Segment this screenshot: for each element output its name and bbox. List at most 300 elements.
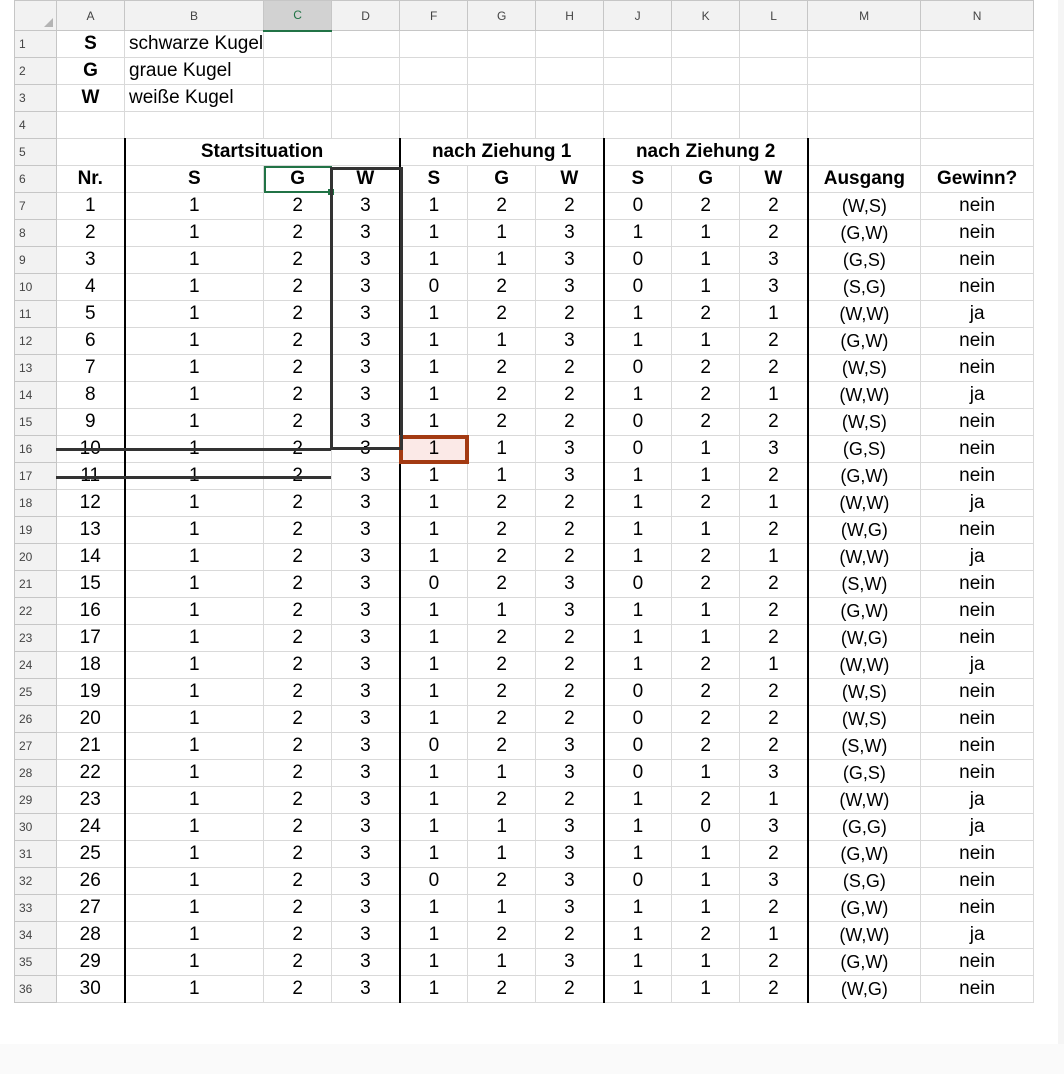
data-cell[interactable]: 2: [264, 193, 332, 220]
data-cell[interactable]: 1: [468, 220, 536, 247]
empty-cell[interactable]: [57, 112, 125, 139]
data-cell[interactable]: 1: [604, 382, 672, 409]
data-cell[interactable]: 1: [125, 274, 264, 301]
data-cell[interactable]: 1: [468, 463, 536, 490]
empty-cell[interactable]: [740, 31, 808, 58]
data-cell[interactable]: 1: [604, 301, 672, 328]
data-cell[interactable]: 17: [57, 625, 125, 652]
data-cell[interactable]: 2: [740, 193, 808, 220]
data-cell[interactable]: 4: [57, 274, 125, 301]
win-cell[interactable]: nein: [921, 274, 1034, 301]
data-cell[interactable]: 1: [400, 706, 468, 733]
data-cell[interactable]: 3: [740, 436, 808, 463]
header-cell[interactable]: W: [332, 166, 400, 193]
data-cell[interactable]: 2: [264, 517, 332, 544]
data-cell[interactable]: 1: [125, 976, 264, 1003]
win-cell[interactable]: ja: [921, 814, 1034, 841]
data-cell[interactable]: 2: [264, 355, 332, 382]
win-cell[interactable]: nein: [921, 571, 1034, 598]
data-cell[interactable]: 2: [264, 544, 332, 571]
empty-cell[interactable]: [264, 31, 332, 58]
row-header[interactable]: 19: [15, 517, 57, 544]
data-cell[interactable]: 19: [57, 679, 125, 706]
row-header[interactable]: 4: [15, 112, 57, 139]
data-cell[interactable]: 2: [536, 193, 604, 220]
data-cell[interactable]: 2: [264, 274, 332, 301]
outcome-cell[interactable]: (G,W): [808, 949, 921, 976]
win-cell[interactable]: nein: [921, 706, 1034, 733]
data-cell[interactable]: 1: [400, 436, 468, 463]
data-cell[interactable]: 1: [400, 355, 468, 382]
data-cell[interactable]: 1: [400, 976, 468, 1003]
data-cell[interactable]: 7: [57, 355, 125, 382]
data-cell[interactable]: 1: [672, 841, 740, 868]
win-cell[interactable]: ja: [921, 544, 1034, 571]
data-cell[interactable]: 2: [468, 193, 536, 220]
outcome-cell[interactable]: (G,W): [808, 895, 921, 922]
empty-cell[interactable]: [536, 85, 604, 112]
data-cell[interactable]: 1: [604, 922, 672, 949]
win-cell[interactable]: ja: [921, 301, 1034, 328]
win-cell[interactable]: nein: [921, 517, 1034, 544]
data-cell[interactable]: 3: [332, 436, 400, 463]
data-cell[interactable]: 2: [672, 706, 740, 733]
data-cell[interactable]: 1: [400, 409, 468, 436]
data-cell[interactable]: 0: [604, 247, 672, 274]
row-header[interactable]: 24: [15, 652, 57, 679]
row-header[interactable]: 21: [15, 571, 57, 598]
data-cell[interactable]: 3: [332, 328, 400, 355]
header-cell[interactable]: Nr.: [57, 166, 125, 193]
data-cell[interactable]: 1: [604, 328, 672, 355]
data-cell[interactable]: 3: [740, 868, 808, 895]
header-cell[interactable]: S: [125, 166, 264, 193]
data-cell[interactable]: 2: [740, 463, 808, 490]
empty-cell[interactable]: [740, 85, 808, 112]
outcome-cell[interactable]: (W,W): [808, 787, 921, 814]
data-cell[interactable]: 1: [125, 193, 264, 220]
data-cell[interactable]: 1: [604, 895, 672, 922]
data-cell[interactable]: 2: [536, 517, 604, 544]
row-header[interactable]: 28: [15, 760, 57, 787]
outcome-cell[interactable]: (G,G): [808, 814, 921, 841]
win-cell[interactable]: nein: [921, 733, 1034, 760]
header-cell[interactable]: W: [536, 166, 604, 193]
win-cell[interactable]: nein: [921, 355, 1034, 382]
data-cell[interactable]: 0: [400, 733, 468, 760]
data-cell[interactable]: 1: [740, 922, 808, 949]
data-cell[interactable]: 1: [604, 814, 672, 841]
data-cell[interactable]: 1: [604, 220, 672, 247]
empty-cell[interactable]: [672, 31, 740, 58]
data-cell[interactable]: 2: [468, 652, 536, 679]
data-cell[interactable]: 3: [740, 274, 808, 301]
outcome-cell[interactable]: (S,G): [808, 868, 921, 895]
data-cell[interactable]: 2: [468, 490, 536, 517]
win-cell[interactable]: nein: [921, 760, 1034, 787]
empty-cell[interactable]: [740, 58, 808, 85]
data-cell[interactable]: 14: [57, 544, 125, 571]
data-cell[interactable]: 3: [536, 436, 604, 463]
data-cell[interactable]: 2: [468, 706, 536, 733]
row-header[interactable]: 36: [15, 976, 57, 1003]
win-cell[interactable]: ja: [921, 382, 1034, 409]
data-cell[interactable]: 3: [332, 625, 400, 652]
outcome-cell[interactable]: (G,W): [808, 328, 921, 355]
data-cell[interactable]: 1: [468, 949, 536, 976]
data-cell[interactable]: 2: [740, 355, 808, 382]
win-cell[interactable]: nein: [921, 949, 1034, 976]
win-cell[interactable]: nein: [921, 598, 1034, 625]
data-cell[interactable]: 0: [604, 868, 672, 895]
data-cell[interactable]: 2: [264, 733, 332, 760]
data-cell[interactable]: 3: [536, 463, 604, 490]
data-cell[interactable]: 26: [57, 868, 125, 895]
data-cell[interactable]: 2: [264, 328, 332, 355]
data-cell[interactable]: 2: [536, 544, 604, 571]
data-cell[interactable]: 2: [740, 409, 808, 436]
row-header[interactable]: 6: [15, 166, 57, 193]
data-cell[interactable]: 3: [332, 490, 400, 517]
header-cell[interactable]: S: [604, 166, 672, 193]
data-cell[interactable]: 0: [604, 274, 672, 301]
data-cell[interactable]: 9: [57, 409, 125, 436]
data-cell[interactable]: 1: [400, 814, 468, 841]
data-cell[interactable]: 2: [264, 382, 332, 409]
row-header[interactable]: 1: [15, 31, 57, 58]
empty-cell[interactable]: [740, 112, 808, 139]
data-cell[interactable]: 2: [264, 463, 332, 490]
legend-code[interactable]: W: [57, 85, 125, 112]
data-cell[interactable]: 22: [57, 760, 125, 787]
empty-cell[interactable]: [468, 58, 536, 85]
data-cell[interactable]: 18: [57, 652, 125, 679]
empty-cell[interactable]: [468, 85, 536, 112]
data-cell[interactable]: 2: [264, 679, 332, 706]
outcome-cell[interactable]: (G,W): [808, 463, 921, 490]
data-cell[interactable]: 23: [57, 787, 125, 814]
data-cell[interactable]: 3: [536, 841, 604, 868]
win-cell[interactable]: nein: [921, 679, 1034, 706]
data-cell[interactable]: 2: [264, 652, 332, 679]
outcome-cell[interactable]: (G,S): [808, 436, 921, 463]
header-cell[interactable]: S: [400, 166, 468, 193]
data-cell[interactable]: 2: [740, 976, 808, 1003]
data-cell[interactable]: 6: [57, 328, 125, 355]
empty-cell[interactable]: [264, 112, 332, 139]
win-cell[interactable]: ja: [921, 922, 1034, 949]
empty-cell[interactable]: [332, 58, 400, 85]
data-cell[interactable]: 2: [740, 571, 808, 598]
data-cell[interactable]: 12: [57, 490, 125, 517]
header-cell[interactable]: Ausgang: [808, 166, 921, 193]
column-header-d[interactable]: D: [332, 1, 400, 31]
outcome-cell[interactable]: (W,W): [808, 490, 921, 517]
data-cell[interactable]: 2: [468, 679, 536, 706]
column-header-g[interactable]: G: [468, 1, 536, 31]
data-cell[interactable]: 2: [536, 922, 604, 949]
data-cell[interactable]: 1: [604, 652, 672, 679]
data-cell[interactable]: 2: [740, 598, 808, 625]
data-cell[interactable]: 1: [125, 490, 264, 517]
data-cell[interactable]: 1: [125, 895, 264, 922]
data-cell[interactable]: 2: [672, 652, 740, 679]
data-cell[interactable]: 3: [332, 193, 400, 220]
data-cell[interactable]: 1: [672, 517, 740, 544]
data-cell[interactable]: 2: [264, 625, 332, 652]
row-header[interactable]: 18: [15, 490, 57, 517]
data-cell[interactable]: 1: [672, 220, 740, 247]
data-cell[interactable]: 2: [468, 517, 536, 544]
empty-cell[interactable]: [264, 58, 332, 85]
legend-label[interactable]: weiße Kugel: [125, 85, 264, 112]
data-cell[interactable]: 2: [536, 490, 604, 517]
win-cell[interactable]: nein: [921, 193, 1034, 220]
data-cell[interactable]: 3: [332, 868, 400, 895]
data-cell[interactable]: 1: [740, 787, 808, 814]
row-header[interactable]: 7: [15, 193, 57, 220]
data-cell[interactable]: 3: [536, 274, 604, 301]
data-cell[interactable]: 1: [740, 301, 808, 328]
data-cell[interactable]: 3: [536, 571, 604, 598]
data-cell[interactable]: 8: [57, 382, 125, 409]
data-cell[interactable]: 1: [604, 787, 672, 814]
data-cell[interactable]: 1: [604, 598, 672, 625]
data-cell[interactable]: 0: [604, 355, 672, 382]
data-cell[interactable]: 2: [740, 733, 808, 760]
data-cell[interactable]: 0: [604, 409, 672, 436]
outcome-cell[interactable]: (G,W): [808, 841, 921, 868]
empty-cell[interactable]: [921, 139, 1034, 166]
empty-cell[interactable]: [400, 31, 468, 58]
header-cell[interactable]: G: [468, 166, 536, 193]
legend-label[interactable]: schwarze Kugel: [125, 31, 264, 58]
win-cell[interactable]: nein: [921, 841, 1034, 868]
win-cell[interactable]: nein: [921, 976, 1034, 1003]
outcome-cell[interactable]: (W,S): [808, 355, 921, 382]
data-cell[interactable]: 3: [332, 976, 400, 1003]
data-cell[interactable]: 1: [400, 760, 468, 787]
outcome-cell[interactable]: (W,W): [808, 382, 921, 409]
data-cell[interactable]: 16: [57, 598, 125, 625]
empty-cell[interactable]: [332, 112, 400, 139]
row-header[interactable]: 34: [15, 922, 57, 949]
data-cell[interactable]: 2: [468, 625, 536, 652]
data-cell[interactable]: 1: [125, 382, 264, 409]
outcome-cell[interactable]: (W,S): [808, 193, 921, 220]
data-cell[interactable]: 0: [604, 193, 672, 220]
data-cell[interactable]: 3: [332, 355, 400, 382]
data-cell[interactable]: 2: [264, 868, 332, 895]
data-cell[interactable]: 2: [536, 409, 604, 436]
data-cell[interactable]: 1: [400, 679, 468, 706]
data-cell[interactable]: 3: [332, 301, 400, 328]
data-cell[interactable]: 3: [332, 652, 400, 679]
empty-cell[interactable]: [808, 112, 921, 139]
data-cell[interactable]: 2: [536, 301, 604, 328]
outcome-cell[interactable]: (W,G): [808, 976, 921, 1003]
data-cell[interactable]: 1: [400, 922, 468, 949]
data-cell[interactable]: 3: [332, 949, 400, 976]
data-cell[interactable]: 2: [468, 976, 536, 1003]
row-header[interactable]: 13: [15, 355, 57, 382]
data-cell[interactable]: 1: [468, 895, 536, 922]
data-cell[interactable]: 2: [536, 382, 604, 409]
header-cell[interactable]: G: [264, 166, 332, 193]
data-cell[interactable]: 1: [125, 436, 264, 463]
data-cell[interactable]: 1: [125, 625, 264, 652]
data-cell[interactable]: 2: [468, 301, 536, 328]
empty-cell[interactable]: [400, 112, 468, 139]
data-cell[interactable]: 3: [536, 220, 604, 247]
outcome-cell[interactable]: (W,W): [808, 922, 921, 949]
empty-cell[interactable]: [400, 85, 468, 112]
outcome-cell[interactable]: (G,W): [808, 598, 921, 625]
row-header[interactable]: 32: [15, 868, 57, 895]
data-cell[interactable]: 2: [264, 949, 332, 976]
data-cell[interactable]: 2: [672, 733, 740, 760]
column-header-j[interactable]: J: [604, 1, 672, 31]
empty-cell[interactable]: [125, 112, 264, 139]
row-header[interactable]: 23: [15, 625, 57, 652]
data-cell[interactable]: 3: [332, 787, 400, 814]
data-cell[interactable]: 1: [125, 814, 264, 841]
data-cell[interactable]: 11: [57, 463, 125, 490]
column-header-f[interactable]: F: [400, 1, 468, 31]
row-header[interactable]: 16: [15, 436, 57, 463]
data-cell[interactable]: 1: [740, 544, 808, 571]
data-cell[interactable]: 0: [604, 571, 672, 598]
data-cell[interactable]: 1: [604, 517, 672, 544]
win-cell[interactable]: nein: [921, 868, 1034, 895]
data-cell[interactable]: 3: [332, 706, 400, 733]
empty-cell[interactable]: [808, 85, 921, 112]
data-cell[interactable]: 15: [57, 571, 125, 598]
row-header[interactable]: 14: [15, 382, 57, 409]
data-cell[interactable]: 2: [468, 409, 536, 436]
group-startsituation[interactable]: Startsituation: [125, 139, 400, 166]
data-cell[interactable]: 1: [672, 625, 740, 652]
data-cell[interactable]: 2: [672, 922, 740, 949]
data-cell[interactable]: 3: [332, 220, 400, 247]
data-cell[interactable]: 1: [468, 436, 536, 463]
data-cell[interactable]: 1: [672, 598, 740, 625]
data-cell[interactable]: 2: [672, 301, 740, 328]
data-cell[interactable]: 29: [57, 949, 125, 976]
data-cell[interactable]: 1: [400, 193, 468, 220]
data-cell[interactable]: 1: [468, 760, 536, 787]
data-cell[interactable]: 2: [536, 787, 604, 814]
outcome-cell[interactable]: (S,W): [808, 733, 921, 760]
data-cell[interactable]: 1: [672, 274, 740, 301]
data-cell[interactable]: 1: [125, 247, 264, 274]
data-cell[interactable]: 1: [400, 517, 468, 544]
data-cell[interactable]: 0: [400, 274, 468, 301]
data-cell[interactable]: 2: [468, 355, 536, 382]
data-cell[interactable]: 2: [672, 382, 740, 409]
group-nach-ziehung-2[interactable]: nach Ziehung 2: [604, 139, 808, 166]
empty-cell[interactable]: [921, 112, 1034, 139]
row-header[interactable]: 11: [15, 301, 57, 328]
empty-cell[interactable]: [264, 85, 332, 112]
data-cell[interactable]: 13: [57, 517, 125, 544]
data-cell[interactable]: 1: [604, 841, 672, 868]
data-cell[interactable]: 2: [264, 571, 332, 598]
data-cell[interactable]: 1: [468, 814, 536, 841]
outcome-cell[interactable]: (G,S): [808, 247, 921, 274]
data-cell[interactable]: 1: [604, 544, 672, 571]
empty-cell[interactable]: [57, 139, 125, 166]
data-cell[interactable]: 2: [672, 571, 740, 598]
data-cell[interactable]: 2: [264, 301, 332, 328]
data-cell[interactable]: 1: [125, 571, 264, 598]
data-cell[interactable]: 1: [400, 625, 468, 652]
data-cell[interactable]: 2: [672, 193, 740, 220]
data-cell[interactable]: 1: [400, 463, 468, 490]
data-cell[interactable]: 1: [740, 382, 808, 409]
data-cell[interactable]: 3: [332, 814, 400, 841]
outcome-cell[interactable]: (W,S): [808, 409, 921, 436]
empty-cell[interactable]: [921, 58, 1034, 85]
row-header[interactable]: 8: [15, 220, 57, 247]
data-cell[interactable]: 0: [604, 760, 672, 787]
outcome-cell[interactable]: (W,W): [808, 544, 921, 571]
column-header-k[interactable]: K: [672, 1, 740, 31]
data-cell[interactable]: 1: [740, 490, 808, 517]
row-header[interactable]: 9: [15, 247, 57, 274]
data-cell[interactable]: 2: [468, 382, 536, 409]
header-cell[interactable]: Gewinn?: [921, 166, 1034, 193]
data-cell[interactable]: 1: [125, 706, 264, 733]
data-cell[interactable]: 2: [264, 895, 332, 922]
empty-cell[interactable]: [604, 31, 672, 58]
data-cell[interactable]: 10: [57, 436, 125, 463]
data-cell[interactable]: 30: [57, 976, 125, 1003]
data-cell[interactable]: 3: [332, 517, 400, 544]
data-cell[interactable]: 1: [125, 868, 264, 895]
win-cell[interactable]: nein: [921, 328, 1034, 355]
data-cell[interactable]: 2: [264, 922, 332, 949]
data-cell[interactable]: 1: [672, 463, 740, 490]
data-cell[interactable]: 1: [125, 544, 264, 571]
group-nach-ziehung-1[interactable]: nach Ziehung 1: [400, 139, 604, 166]
data-cell[interactable]: 1: [672, 436, 740, 463]
data-cell[interactable]: 0: [604, 706, 672, 733]
data-cell[interactable]: 1: [604, 949, 672, 976]
data-cell[interactable]: 2: [740, 220, 808, 247]
column-header-c[interactable]: C: [264, 1, 332, 31]
select-all-corner[interactable]: [15, 1, 57, 31]
data-cell[interactable]: 1: [672, 949, 740, 976]
empty-cell[interactable]: [468, 31, 536, 58]
data-cell[interactable]: 2: [264, 976, 332, 1003]
data-cell[interactable]: 1: [57, 193, 125, 220]
data-cell[interactable]: 2: [740, 679, 808, 706]
data-cell[interactable]: 2: [740, 841, 808, 868]
data-cell[interactable]: 1: [604, 625, 672, 652]
data-cell[interactable]: 1: [468, 328, 536, 355]
data-cell[interactable]: 2: [536, 355, 604, 382]
data-cell[interactable]: 2: [264, 598, 332, 625]
row-header[interactable]: 10: [15, 274, 57, 301]
data-cell[interactable]: 0: [604, 679, 672, 706]
data-cell[interactable]: 21: [57, 733, 125, 760]
data-cell[interactable]: 2: [264, 706, 332, 733]
data-cell[interactable]: 1: [400, 841, 468, 868]
empty-cell[interactable]: [536, 112, 604, 139]
row-header[interactable]: 5: [15, 139, 57, 166]
data-cell[interactable]: 1: [125, 652, 264, 679]
